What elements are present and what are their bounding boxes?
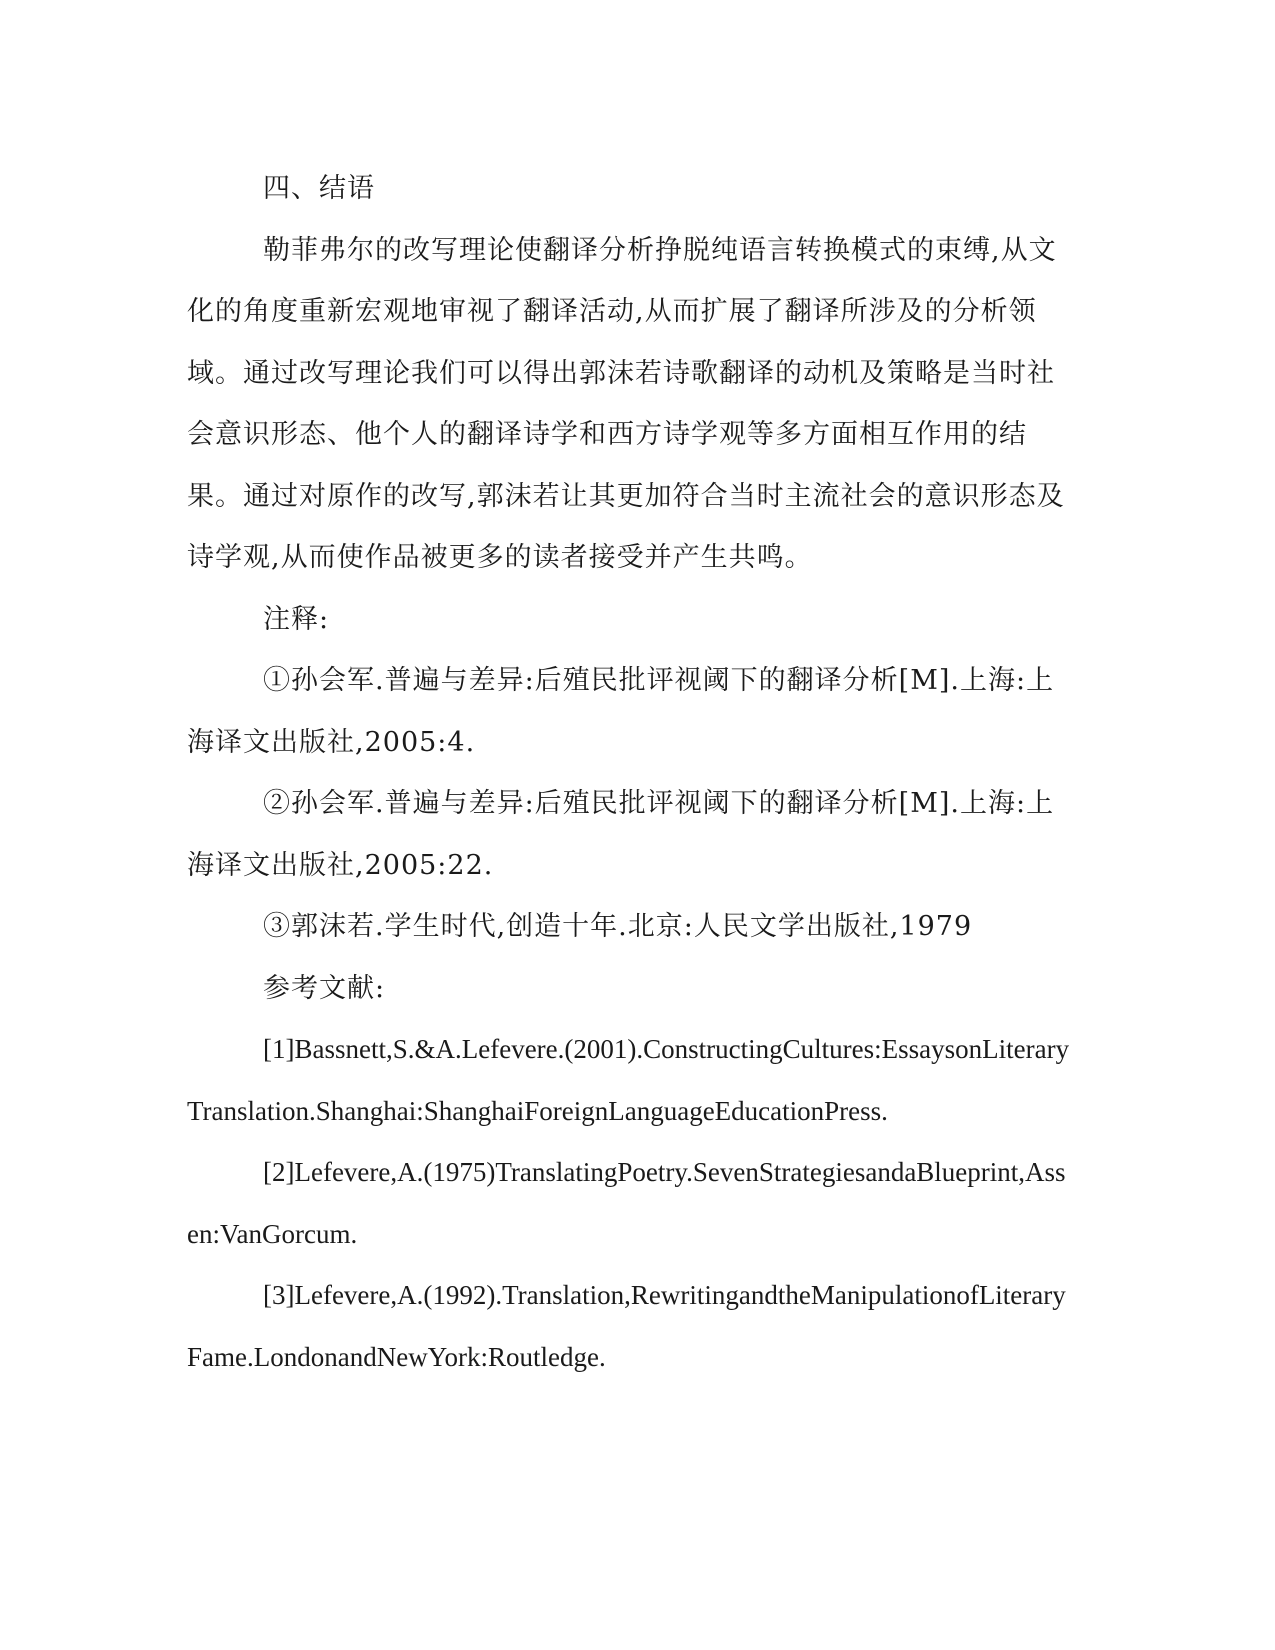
note-item: ②孙会军.普遍与差异:后殖民批评视阈下的翻译分析[M].上海:上海译文出版社,2005:22. [187, 788, 1055, 881]
notes-heading: 注释: [263, 603, 330, 635]
note-item: ①孙会军.普遍与差异:后殖民批评视阈下的翻译分析[M].上海:上海译文出版社,2005:4. [187, 665, 1055, 758]
conclusion-paragraph: 勒菲弗尔的改写理论使翻译分析挣脱纯语言转换模式的束缚,从文化的角度重新宏观地审视了翻译活动,从而扩展了翻译所涉及的分析领域。通过改写理论我们可以得出郭沫若诗歌翻译的动机及策略是当时社会意识形态、他个人的翻译诗学和西方诗学观等多方面相互作用的结果。通过对原作的改写,郭沫若让其更加符合当时主流社会的意识形态及诗学观,从而使作品被更多的读者接受并产生共鸣。 [187, 234, 1065, 573]
reference-item: [1]Bassnett,S.&A.Lefevere.(2001).ConstructingCultures:EssaysonLiteraryTranslation.Shanghai:ShanghaiForeignLanguageEducationPress. [187, 1034, 1070, 1126]
reference-item: [3]Lefevere,A.(1992).Translation,RewritingandtheManipulationofLiteraryFame.LondonandNewYork:Routledge. [187, 1280, 1066, 1372]
reference-item: [2]Lefevere,A.(1975)TranslatingPoetry.SevenStrategiesandaBlueprint,Assen:VanGorcum. [187, 1157, 1066, 1249]
section-heading: 四、结语 [263, 173, 375, 204]
note-item: ③郭沫若.学生时代,创造十年.北京:人民文学出版社,1979 [263, 911, 973, 942]
references-heading: 参考文献: [263, 972, 386, 1004]
document-page [187, 158, 1077, 1388]
